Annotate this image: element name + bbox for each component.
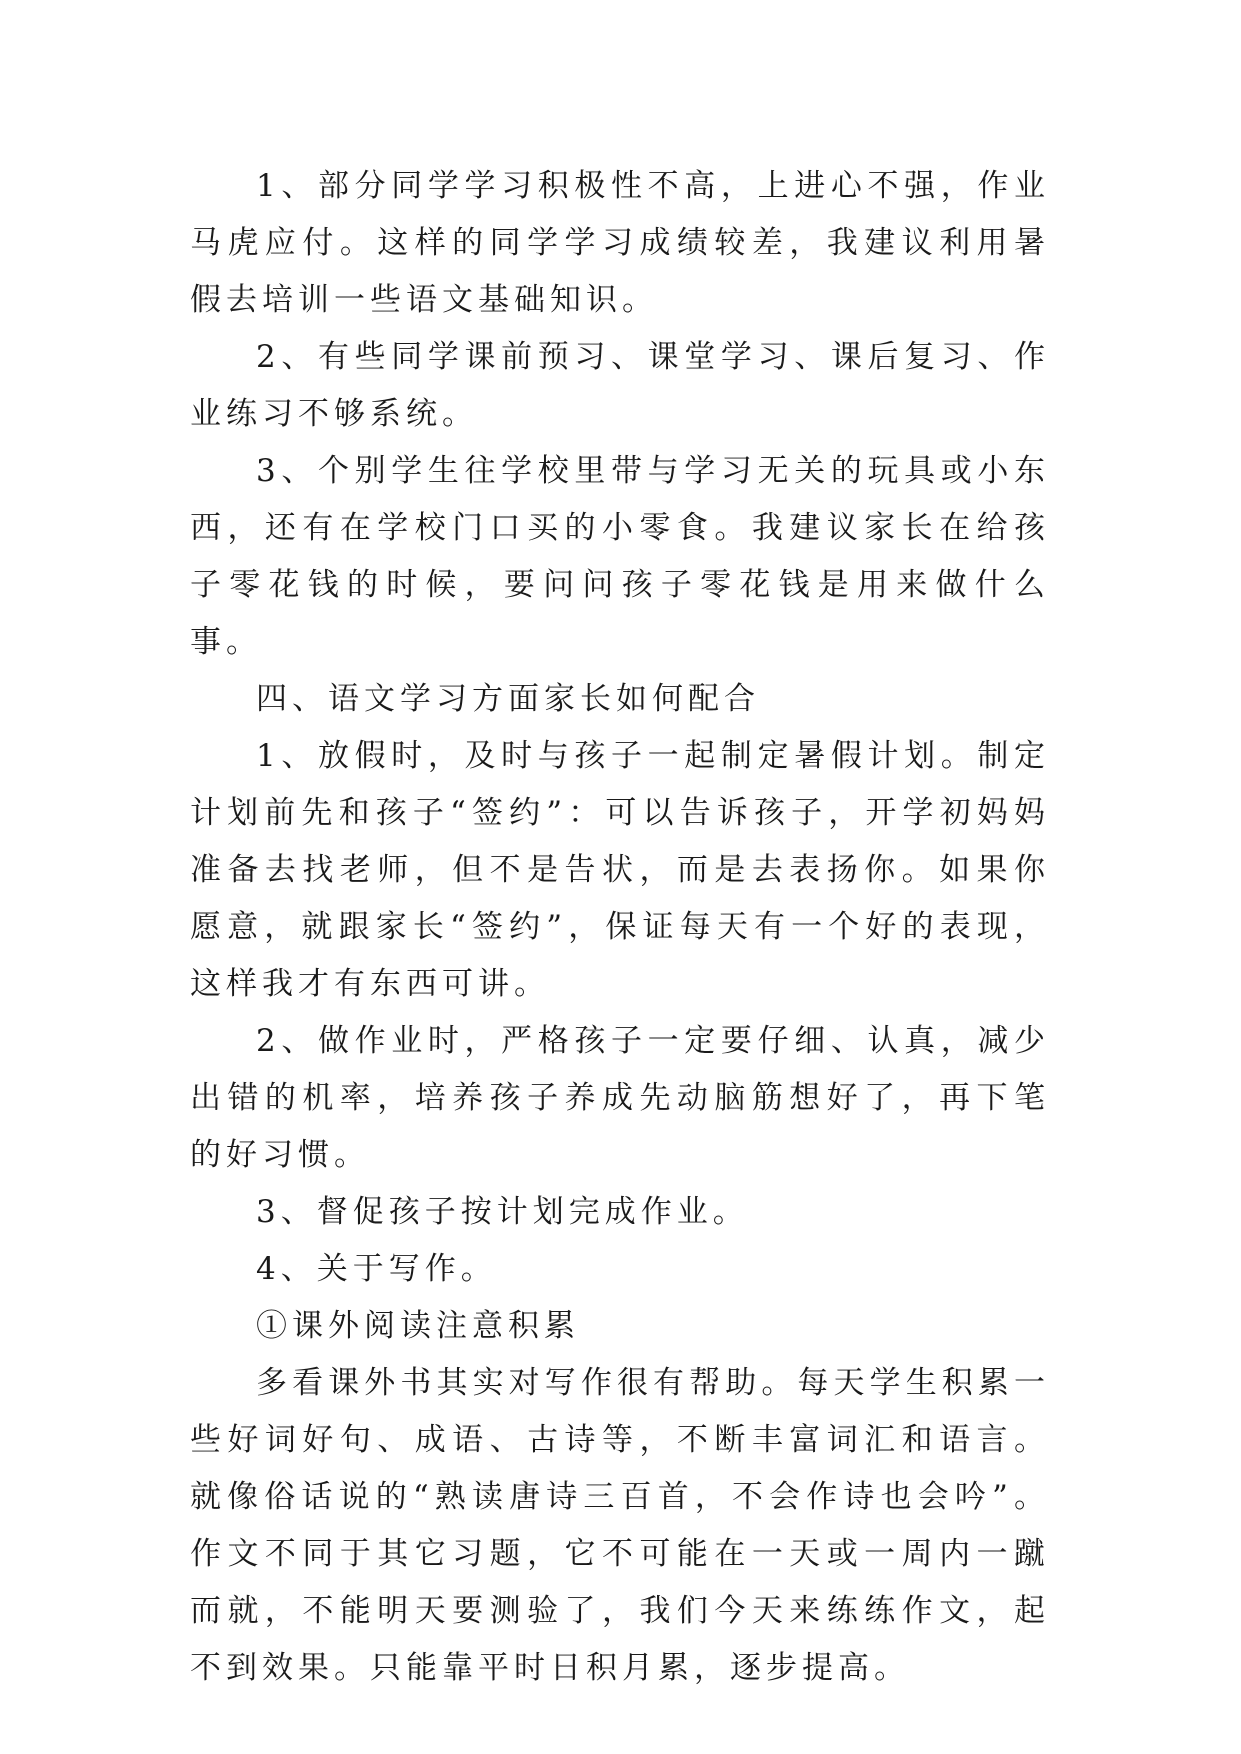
document-body xyxy=(190,158,1050,1697)
section-heading-parent-cooperation: 四、语文学习方面家长如何配合 xyxy=(256,681,760,717)
paragraph-advice-2: 2、做作业时，严格孩子一定要仔细、认真，减少出错的机率，培养孩子养成先动脑筋想好了，再下笔的好习惯。 xyxy=(190,1023,1050,1173)
paragraph-reading-detail: 多看课外书其实对写作很有帮助。每天学生积累一些好词好句、成语、古诗等，不断丰富词汇和语言。就像俗话说的“熟读唐诗三百首，不会作诗也会吟”。作文不同于其它习题，它不可能在一天或一周内一蹴而就，不能明天要测验了，我们今天来练练作文，起不到效果。只能靠平时日积月累，逐步提高。 xyxy=(190,1365,1050,1686)
subheading-reading-accumulation: ①课外阅读注意积累 xyxy=(256,1308,580,1344)
paragraph-advice-4: 4、关于写作。 xyxy=(256,1251,497,1287)
paragraph-weakness-1: 1、部分同学学习积极性不高，上进心不强，作业马虎应付。这样的同学学习成绩较差，我建议利用暑假去培训一些语文基础知识。 xyxy=(190,168,1050,318)
paragraph-weakness-2: 2、有些同学课前预习、课堂学习、课后复习、作业练习不够系统。 xyxy=(190,339,1050,432)
paragraph-weakness-3: 3、个别学生往学校里带与学习无关的玩具或小东西，还有在学校门口买的小零食。我建议家长在给孩子零花钱的时候，要问问孩子零花钱是用来做什么事。 xyxy=(190,453,1050,660)
paragraph-advice-3: 3、督促孩子按计划完成作业。 xyxy=(256,1194,749,1230)
paragraph-advice-1: 1、放假时，及时与孩子一起制定暑假计划。制定计划前先和孩子“签约”：可以告诉孩子，开学初妈妈准备去找老师，但不是告状，而是去表扬你。如果你愿意，就跟家长“签约”，保证每天有一个好的表现，这样我才有东西可讲。 xyxy=(190,738,1050,1002)
